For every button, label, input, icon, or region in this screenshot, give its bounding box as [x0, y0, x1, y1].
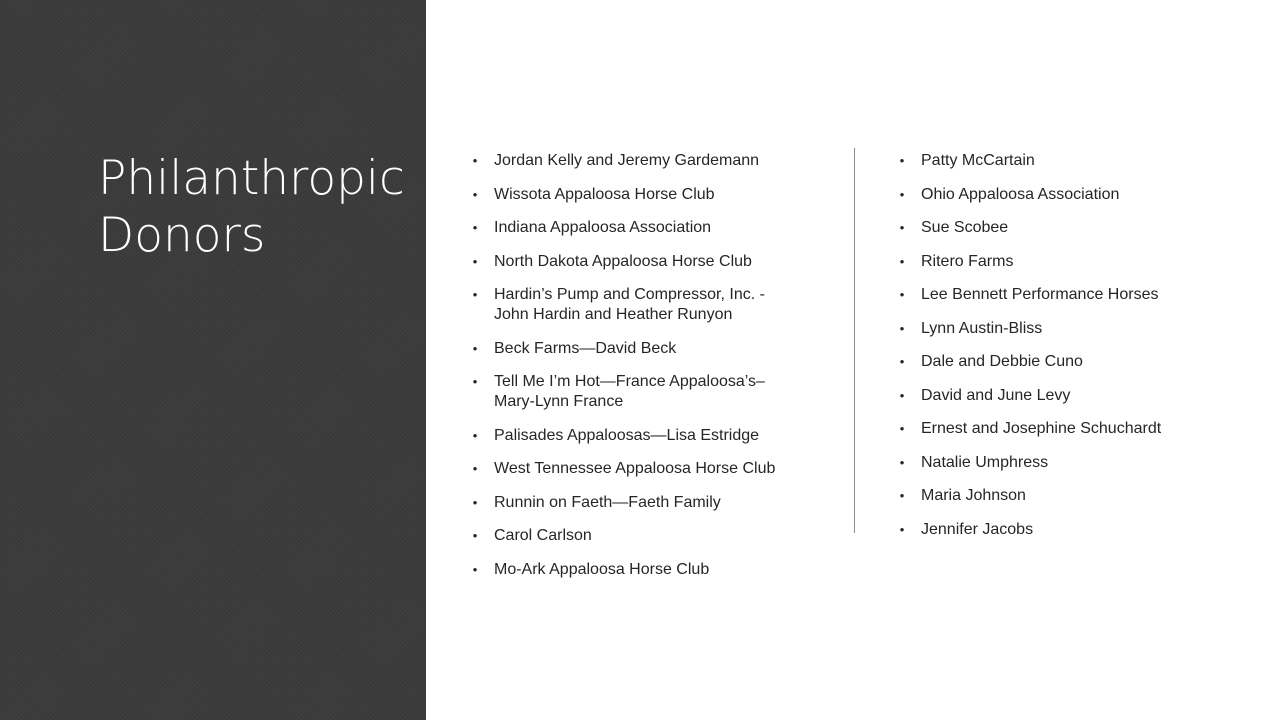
bullet-icon: • — [472, 461, 478, 476]
bullet-icon: • — [472, 427, 478, 443]
donor-list-item — [469, 493, 799, 513]
title-panel — [0, 0, 426, 720]
slide-title — [98, 150, 408, 264]
bullet-icon: • — [899, 153, 905, 168]
donor-name: Jennifer Jacobs — [921, 520, 1034, 538]
bullet-icon: • — [472, 153, 478, 168]
bullet-icon: • — [472, 186, 478, 202]
bullet-icon: • — [899, 320, 905, 336]
donor-list-item — [896, 486, 1196, 506]
donor-list-left — [469, 151, 799, 593]
donor-list-item — [469, 372, 799, 412]
donor-list-item — [896, 453, 1196, 473]
donor-list-item — [896, 386, 1196, 406]
slide-title-line-2: Donors — [98, 208, 266, 263]
donor-name: Runnin on Faeth—Faeth Family — [494, 493, 721, 511]
bullet-icon: • — [899, 521, 905, 537]
donor-name: Jordan Kelly and Jeremy Gardemann — [494, 152, 760, 169]
donor-name: David and June Levy — [921, 386, 1071, 404]
donor-name: Indiana Appaloosa Association — [494, 219, 712, 236]
donor-name: Natalie Umphress — [921, 453, 1049, 471]
donor-list-item — [469, 560, 799, 580]
donor-list-item — [469, 151, 799, 171]
donor-name: Wissota Appaloosa Horse Club — [494, 185, 715, 203]
donor-name: Carol Carlson — [494, 527, 592, 544]
donor-name: Mo-Ark Appaloosa Horse Club — [494, 560, 710, 578]
bullet-icon: • — [899, 220, 905, 235]
bullet-icon: • — [899, 253, 905, 269]
bullet-icon: • — [899, 186, 905, 202]
donor-list-item — [896, 319, 1196, 339]
donor-list-item — [896, 218, 1196, 238]
donor-name: Patty McCartain — [921, 152, 1035, 169]
bullet-icon: • — [472, 220, 478, 235]
bullet-icon: • — [472, 253, 478, 269]
donor-list-item — [469, 218, 799, 238]
donor-list-item — [896, 151, 1196, 171]
donor-name: Tell Me I’m Hot—France Appaloosa’s– Mary-Lynn France — [494, 373, 765, 410]
donor-name: Ohio Appaloosa Association — [921, 185, 1120, 203]
bullet-icon: • — [899, 488, 905, 503]
donor-list-item — [469, 185, 799, 205]
column-divider — [854, 148, 855, 533]
bullet-icon: • — [472, 561, 478, 577]
donor-list-item — [896, 419, 1196, 439]
bullet-icon: • — [472, 528, 478, 543]
bullet-icon: • — [472, 374, 478, 389]
donor-name: Hardin’s Pump and Compressor, Inc. - John Hardin and Heather Runyon — [494, 286, 765, 323]
donor-name: Lee Bennett Performance Horses — [921, 286, 1159, 303]
bullet-icon: • — [899, 454, 905, 470]
donor-name: West Tennessee Appaloosa Horse Club — [494, 460, 776, 477]
bullet-icon: • — [472, 494, 478, 510]
donor-name: Beck Farms—David Beck — [494, 339, 677, 357]
donor-name: Palisades Appaloosas—Lisa Estridge — [494, 426, 760, 444]
bullet-icon: • — [899, 421, 905, 436]
bullet-icon: • — [899, 354, 905, 369]
donor-name: Maria Johnson — [921, 487, 1026, 504]
donor-list-item — [469, 252, 799, 272]
donor-list-item — [896, 520, 1196, 540]
donor-list-item — [896, 285, 1196, 305]
bullet-icon: • — [899, 287, 905, 302]
donor-list-item — [469, 526, 799, 546]
donor-list-item — [469, 285, 799, 325]
donor-list-item — [469, 459, 799, 479]
bullet-icon: • — [472, 340, 478, 356]
donor-list-item — [469, 339, 799, 359]
donor-name: Ernest and Josephine Schuchardt — [921, 420, 1162, 437]
donor-name: Ritero Farms — [921, 252, 1014, 270]
donor-list-item — [896, 252, 1196, 272]
donor-name: North Dakota Appaloosa Horse Club — [494, 252, 752, 270]
donor-name: Lynn Austin-Bliss — [921, 319, 1043, 337]
donor-name: Dale and Debbie Cuno — [921, 353, 1083, 370]
donor-name: Sue Scobee — [921, 219, 1009, 236]
donor-list-item — [896, 352, 1196, 372]
bullet-icon: • — [899, 387, 905, 403]
donor-list-right — [896, 151, 1196, 553]
donor-list-item — [469, 426, 799, 446]
slide-title-line-1: Philanthropic — [98, 151, 405, 206]
donor-list-item — [896, 185, 1196, 205]
bullet-icon: • — [472, 287, 478, 302]
